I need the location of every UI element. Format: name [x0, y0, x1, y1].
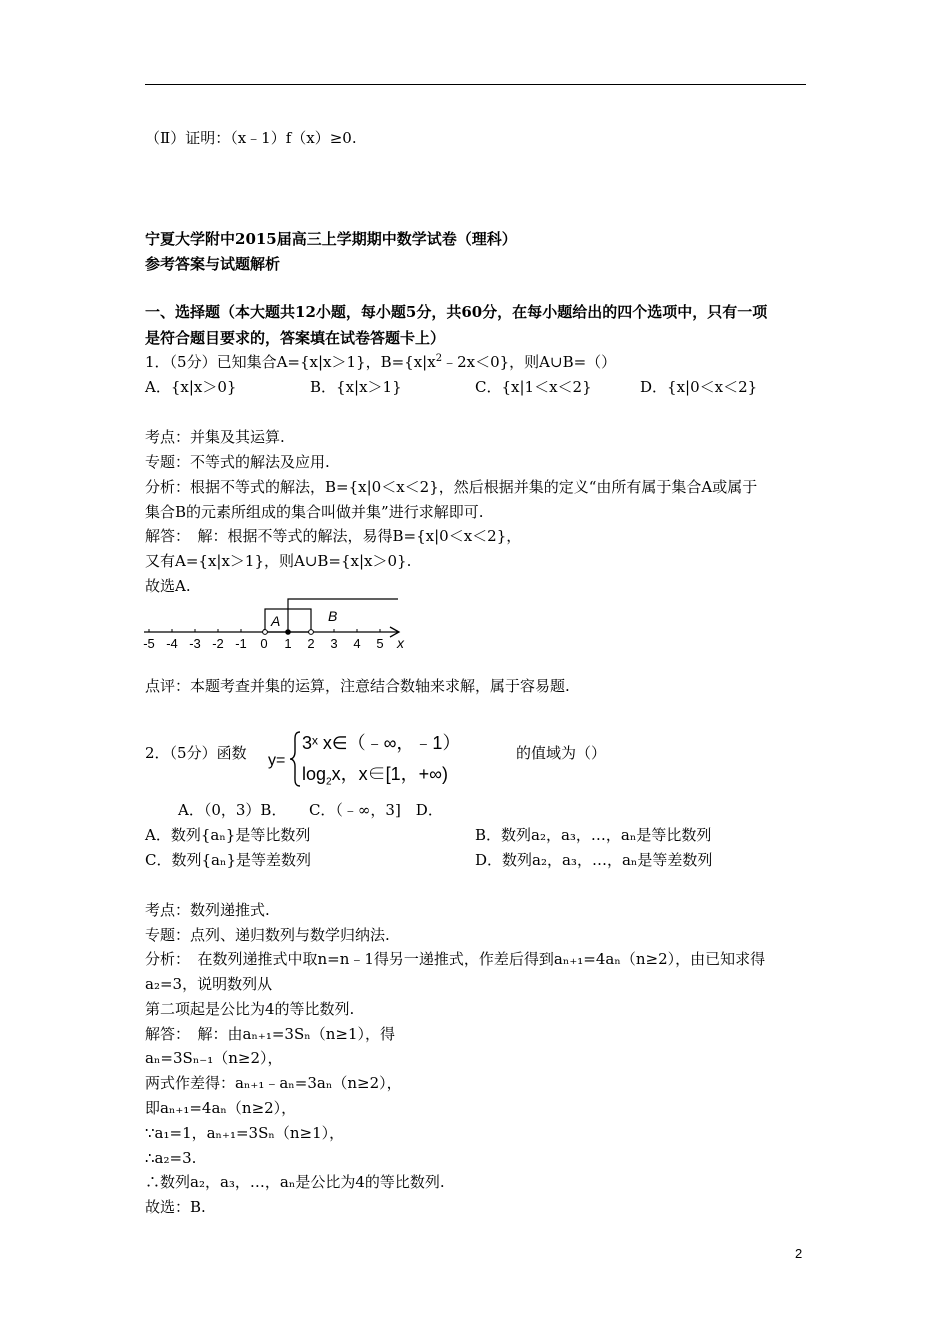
doc-title: 宁夏大学附中2015届高三上学期期中数学试卷（理科）: [145, 230, 517, 248]
tick-label: -3: [189, 636, 201, 651]
q2-piece-case2: $\log_2x$，x∈[1，+∞): [302, 764, 448, 788]
axis-var-x: x: [397, 635, 404, 651]
q2-zhuanti: 专题：点列、递归数列与数学归纳法.: [145, 926, 390, 944]
q1-fenxi-line1: 分析：根据不等式的解法，B={x|0＜x＜2}，然后根据并集的定义“由所有属于集合A或属于: [145, 478, 758, 496]
q1-option-a: A．{x|x＞0}: [145, 378, 237, 396]
tick-label: 3: [330, 636, 338, 651]
q1-jieda-line2: 又有A={x|x＞1}，则A∪B={x|x＞0}.: [145, 552, 412, 570]
axis-label-a: A: [271, 613, 281, 629]
q2-fenxi-line1: 分析： 在数列递推式中取n=n﹣1得另一递推式，作差后得到aₙ₊₁=4aₙ（n≥2），由已知求得: [145, 950, 766, 968]
q1-option-c: C．{x|1＜x＜2}: [475, 378, 592, 396]
header-rule: [145, 84, 806, 85]
q2-stem-suffix: 的值域为（）: [516, 744, 607, 762]
q1-dianping: 点评：本题考查并集的运算，注意结合数轴来求解，属于容易题.: [145, 677, 570, 695]
section-heading-line2: 是符合题目要求的，答案填在试卷答题卡上）: [145, 329, 446, 347]
tick-label: 4: [353, 636, 361, 651]
q2-jieda-line2: aₙ=3Sₙ₋₁（n≥2），: [145, 1049, 283, 1067]
tick-label: 0: [260, 636, 268, 651]
q1-zhuanti: 专题：不等式的解法及应用.: [145, 453, 330, 471]
tick-label: -4: [166, 636, 178, 651]
q1-jieda-line3: 故选A.: [145, 577, 191, 595]
q2-jieda-line1: 解答： 解：由aₙ₊₁=3Sₙ（n≥1），得: [145, 1025, 396, 1043]
tick-label: -1: [235, 636, 247, 651]
axis-label-b: B: [328, 608, 338, 624]
q2-jieda-line3: 两式作差得：aₙ₊₁﹣aₙ=3aₙ（n≥2），: [145, 1074, 402, 1092]
tick-label: 1: [284, 636, 292, 651]
tick-label: 2: [307, 636, 315, 651]
q2-piece-case1: 3ˣ x∈（﹣∞，﹣1）: [302, 733, 461, 753]
q2-option-a: A．数列{aₙ}是等比数列: [145, 826, 311, 844]
page-number: 2: [795, 1246, 803, 1261]
q2-jieda-line4: 即aₙ₊₁=4aₙ（n≥2），: [145, 1099, 297, 1117]
q1-stem: 1．（5分）已知集合A={x|x＞1}，$B=\{x|x^2﹣2x<0\}$，则A∪B=（）: [145, 353, 617, 371]
q2-jieda-line6: ∴a₂=3.: [145, 1149, 197, 1167]
q2-options-line: A．（0，3）B． C．（﹣∞，3] D．: [178, 801, 443, 819]
q2-stem-prefix: 2．（5分）函数: [145, 744, 247, 762]
q2-jieda-line7: ∴数列a₂，a₃，…，aₙ是公比为4的等比数列.: [145, 1173, 445, 1191]
q2-jieda-line8: 故选：B.: [145, 1198, 206, 1216]
q1-fenxi-line2: 集合B的元素所组成的集合叫做并集”进行求解即可.: [145, 503, 484, 521]
q2-option-d: D．数列a₂，a₃，…，aₙ是等差数列: [475, 851, 713, 869]
q1-kaodian: 考点：并集及其运算.: [145, 428, 285, 446]
q2-y-equals: y=: [268, 752, 286, 769]
q2-fenxi-line2: a₂=3，说明数列从: [145, 975, 273, 993]
q2-fenxi-line3: 第二项起是公比为4的等比数列.: [145, 1000, 355, 1018]
q2-option-c: C．数列{aₙ}是等差数列: [145, 851, 311, 869]
doc-subtitle: 参考答案与试题解析: [145, 255, 281, 273]
number-line-figure: [140, 595, 410, 655]
q2-kaodian: 考点：数列递推式.: [145, 901, 270, 919]
section-heading-line1: 一、选择题（本大题共12小题，每小题5分，共60分，在每小题给出的四个选项中，只有一项: [145, 303, 768, 321]
q2-jieda-line5: ∵a₁=1，aₙ₊₁=3Sₙ（n≥1），: [145, 1124, 345, 1142]
q1-option-d: D．{x|0＜x＜2}: [640, 378, 758, 396]
q2-option-b: B．数列a₂，a₃，…，aₙ是等比数列: [475, 826, 712, 844]
tick-label: -2: [212, 636, 224, 651]
part2-proof-line: （Ⅱ）证明：（x﹣1）f（x）≥0.: [145, 129, 357, 147]
q2-piecewise-brace: [288, 730, 302, 788]
tick-label: 5: [376, 636, 384, 651]
q1-option-b: B．{x|x＞1}: [310, 378, 402, 396]
q1-jieda-line1: 解答： 解：根据不等式的解法，易得B={x|0＜x＜2}，: [145, 527, 522, 545]
tick-label: -5: [143, 636, 155, 651]
